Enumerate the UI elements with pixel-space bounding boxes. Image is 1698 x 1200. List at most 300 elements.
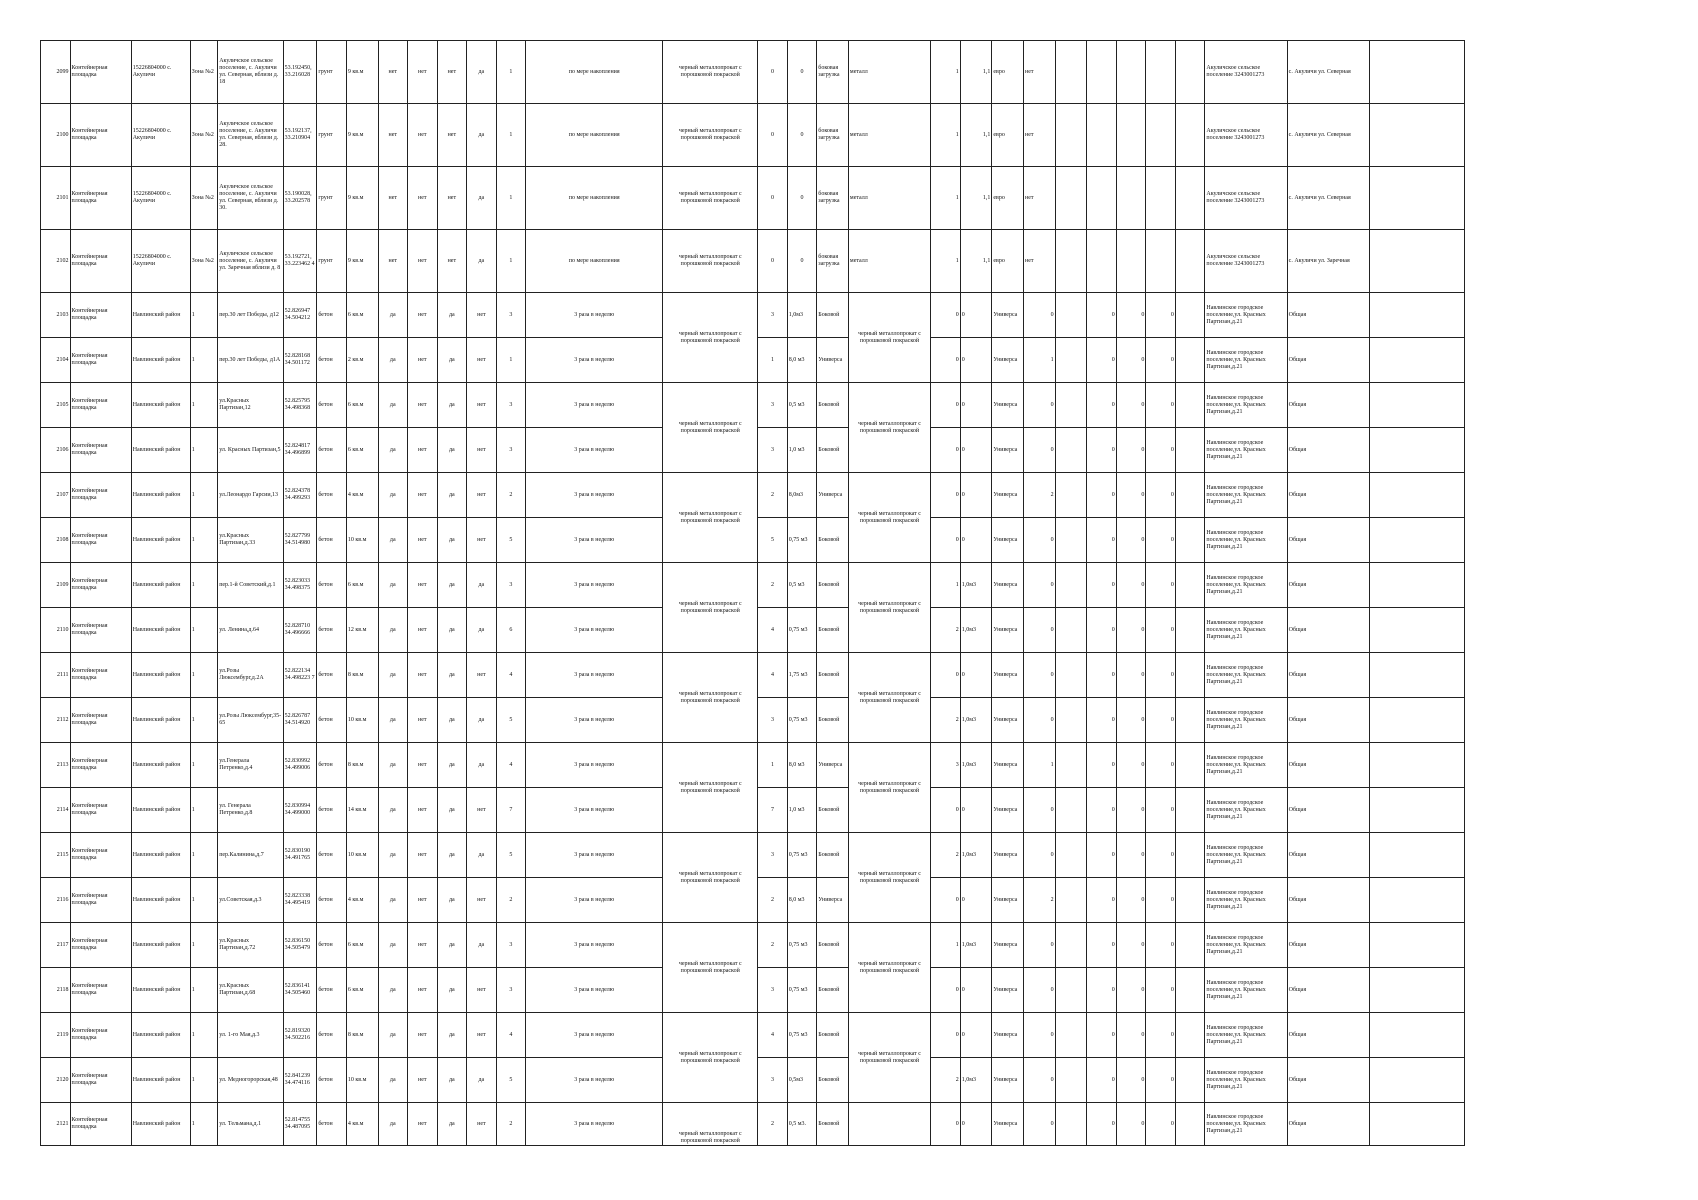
schedule: по мере накопления	[526, 167, 663, 230]
address: ул.Красных Партизан,12	[218, 383, 283, 428]
ownership-kind: Общая	[1287, 788, 1369, 833]
k4: 0	[1146, 833, 1176, 878]
count-2: 0	[931, 1103, 961, 1146]
area: 12 кв.м	[346, 608, 378, 653]
source-location: с. Акуличи ул. Северная	[1287, 104, 1369, 167]
table-row	[41, 743, 1465, 788]
count-2: 3	[931, 743, 961, 788]
volume-2: 0	[960, 1103, 992, 1146]
k2: 0	[1087, 1058, 1117, 1103]
flag-a: да	[378, 698, 408, 743]
container-count: 3	[496, 968, 526, 1013]
address: ул. Красных Партизан,5	[218, 428, 283, 473]
empty-cell	[1175, 923, 1205, 968]
schedule: 3 раза в неделю	[526, 563, 663, 608]
flag-a: да	[378, 743, 408, 788]
flag-b: нет	[408, 473, 438, 518]
okato-code: 15226804000 с. Акуличи	[131, 104, 190, 167]
table-row	[41, 293, 1465, 338]
flag-c: да	[437, 923, 467, 968]
material: черный металлопрокат с порошковой покраской	[663, 563, 758, 653]
container-count: 4	[496, 1013, 526, 1058]
owner: Навлинское городское поселение,ул. Красных Партизан,д.21	[1205, 383, 1287, 428]
schedule: 3 раза в неделю	[526, 608, 663, 653]
owner: Навлинское городское поселение,ул. Красных Партизан,д.21	[1205, 923, 1287, 968]
container-count: 3	[496, 563, 526, 608]
empty-cell	[1175, 608, 1205, 653]
site-name: Контейнерная площадка	[70, 788, 131, 833]
load-type: Боковой	[817, 1103, 849, 1146]
ownership-kind: Общая	[1287, 833, 1369, 878]
schedule: 3 раза в неделю	[526, 518, 663, 563]
k4: 0	[1146, 1103, 1176, 1146]
load-type: Боковой	[817, 563, 849, 608]
row-number: 2116	[41, 878, 71, 923]
row-number: 2110	[41, 608, 71, 653]
coordinates: 52.826787 34.514920	[283, 698, 317, 743]
address: ул.Красных Партизан,д.68	[218, 968, 283, 1013]
site-name: Контейнерная площадка	[70, 608, 131, 653]
empty-cell	[1175, 1103, 1205, 1146]
flag-a: да	[378, 293, 408, 338]
flag-c: да	[437, 833, 467, 878]
empty-cell	[1175, 1013, 1205, 1058]
coordinates: 52.825795 34.498368	[283, 383, 317, 428]
area: 4 кв.м	[346, 473, 378, 518]
flag-c: да	[437, 293, 467, 338]
k2: 0	[1087, 653, 1117, 698]
k1: 0	[1023, 923, 1055, 968]
schedule: 3 раза в неделю	[526, 743, 663, 788]
address: пер.30 лет Победы, д1А	[218, 338, 283, 383]
empty-cell	[1055, 833, 1087, 878]
material: черный металлопрокат с порошковой покраской	[663, 167, 758, 230]
value-1: 3	[758, 968, 788, 1013]
volume-2: 1,0м3	[960, 698, 992, 743]
address: ул. 1-го Мая,д.3	[218, 1013, 283, 1058]
flag-e: нет	[1023, 41, 1055, 104]
flag-a: нет	[378, 167, 408, 230]
surface: бетон	[317, 698, 347, 743]
site-name: Контейнерная площадка	[70, 473, 131, 518]
source-location: с. Акуличи ул. Северная	[1287, 167, 1369, 230]
k2: 0	[1087, 428, 1117, 473]
count-2: 0	[931, 653, 961, 698]
site-name: Контейнерная площадка	[70, 698, 131, 743]
schedule: 3 раза в неделю	[526, 698, 663, 743]
schedule: 3 раза в неделю	[526, 293, 663, 338]
ownership-kind: Общая	[1287, 968, 1369, 1013]
container-material: черный металлопрокат с порошковой покраской	[848, 1013, 930, 1103]
k1: 2	[1023, 473, 1055, 518]
owner: Навлинское городское поселение,ул. Красных Партизан,д.21	[1205, 698, 1287, 743]
district: Навлинский район	[131, 293, 190, 338]
container-kind: Универса	[992, 383, 1024, 428]
count-2: 2	[931, 1058, 961, 1103]
okato-code: 15226804000 с. Акуличи	[131, 167, 190, 230]
site-name: Контейнерная площадка	[70, 1058, 131, 1103]
coordinates: 52.823033 34.498375	[283, 563, 317, 608]
zone: Зона №2	[190, 104, 217, 167]
volume: 0,75 м3	[787, 698, 817, 743]
empty-cell	[1369, 338, 1464, 383]
value-1: 3	[758, 833, 788, 878]
zone: 1	[190, 788, 217, 833]
k4: 0	[1146, 428, 1176, 473]
row-number: 2102	[41, 230, 71, 293]
volume: 1,1	[960, 167, 992, 230]
k1: 0	[1023, 968, 1055, 1013]
empty-cell	[1369, 104, 1464, 167]
coordinates: 52.814755 34.487095	[283, 1103, 317, 1146]
k3: 0	[1116, 428, 1146, 473]
owner: Акуличское сельское поселение 3243001273	[1205, 167, 1287, 230]
flag-c: да	[437, 518, 467, 563]
empty-cell	[1087, 104, 1117, 167]
k3: 0	[1116, 1013, 1146, 1058]
address: ул. Ленина,д.64	[218, 608, 283, 653]
load-type: Боковой	[817, 608, 849, 653]
ownership-kind: Общая	[1287, 518, 1369, 563]
district: Навлинский район	[131, 698, 190, 743]
district: Навлинский район	[131, 743, 190, 788]
k2: 0	[1087, 743, 1117, 788]
zone: 1	[190, 833, 217, 878]
container-count: 7	[496, 788, 526, 833]
surface: бетон	[317, 788, 347, 833]
k1: 2	[1023, 878, 1055, 923]
site-name: Контейнерная площадка	[70, 833, 131, 878]
flag-a: нет	[378, 41, 408, 104]
district: Навлинский район	[131, 653, 190, 698]
flag-c: да	[437, 878, 467, 923]
flag-b: нет	[408, 293, 438, 338]
empty-cell	[1055, 608, 1087, 653]
surface: бетон	[317, 743, 347, 788]
k2: 0	[1087, 293, 1117, 338]
k2: 0	[1087, 383, 1117, 428]
container-material: металл	[848, 230, 930, 293]
empty-cell	[1175, 383, 1205, 428]
zone: 1	[190, 1103, 217, 1146]
table-row	[41, 104, 1465, 167]
site-name: Контейнерная площадка	[70, 383, 131, 428]
zone: 1	[190, 878, 217, 923]
row-number: 2101	[41, 167, 71, 230]
flag-c: да	[437, 653, 467, 698]
container-kind: Универса	[992, 923, 1024, 968]
volume: 0,75 м3	[787, 968, 817, 1013]
site-name: Контейнерная площадка	[70, 338, 131, 383]
area: 10 кв.м	[346, 518, 378, 563]
owner: Навлинское городское поселение,ул. Красных Партизан,д.21	[1205, 608, 1287, 653]
count-2: 1	[931, 230, 961, 293]
empty-cell	[1175, 698, 1205, 743]
ownership-kind: Общая	[1287, 653, 1369, 698]
schedule: по мере накопления	[526, 41, 663, 104]
schedule: 3 раза в неделю	[526, 788, 663, 833]
site-name: Контейнерная площадка	[70, 563, 131, 608]
volume-2: 1,0м3	[960, 923, 992, 968]
flag-d: да	[467, 923, 497, 968]
volume: 1,75 м3	[787, 653, 817, 698]
flag-c: да	[437, 788, 467, 833]
owner: Навлинское городское поселение,ул. Красных Партизан,д.21	[1205, 833, 1287, 878]
surface: бетон	[317, 653, 347, 698]
k4: 0	[1146, 383, 1176, 428]
k4: 0	[1146, 473, 1176, 518]
k3: 0	[1116, 293, 1146, 338]
site-name: Контейнерная площадка	[70, 167, 131, 230]
flag-c: нет	[437, 230, 467, 293]
schedule: 3 раза в неделю	[526, 1013, 663, 1058]
container-count: 1	[496, 230, 526, 293]
schedule: 3 раза в неделю	[526, 428, 663, 473]
owner: Навлинское городское поселение,ул. Красных Партизан,д.21	[1205, 518, 1287, 563]
row-number: 2099	[41, 41, 71, 104]
k3: 0	[1116, 383, 1146, 428]
empty-cell	[1055, 1013, 1087, 1058]
area: 10 кв.м	[346, 833, 378, 878]
volume-2: 1,0м3	[960, 1058, 992, 1103]
zone: 1	[190, 518, 217, 563]
empty-cell	[1369, 1013, 1464, 1058]
count-2: 0	[931, 428, 961, 473]
count-2: 0	[931, 1013, 961, 1058]
ownership-kind: Общая	[1287, 923, 1369, 968]
address: ул. Тельмана,д.1	[218, 1103, 283, 1146]
flag-b: нет	[408, 608, 438, 653]
district: Навлинский район	[131, 1013, 190, 1058]
flag-d: да	[467, 833, 497, 878]
coordinates: 52.819320 34.502216	[283, 1013, 317, 1058]
schedule: 3 раза в неделю	[526, 923, 663, 968]
empty-cell	[1175, 743, 1205, 788]
empty-cell	[1146, 167, 1176, 230]
area: 9 кв.м	[346, 230, 378, 293]
area: 8 кв.м	[346, 653, 378, 698]
container-material: металл	[848, 104, 930, 167]
coordinates: 52.824378 34.499293	[283, 473, 317, 518]
flag-e: нет	[1023, 167, 1055, 230]
container-kind: Универса	[992, 293, 1024, 338]
value-1: 3	[758, 1058, 788, 1103]
empty-cell	[1369, 563, 1464, 608]
surface: бетон	[317, 563, 347, 608]
volume: 1,0 м3	[787, 428, 817, 473]
table-row	[41, 41, 1465, 104]
surface: бетон	[317, 518, 347, 563]
address: ул. Медногорорская,48	[218, 1058, 283, 1103]
material: черный металлопрокат с порошковой покраской	[663, 743, 758, 833]
row-number: 2105	[41, 383, 71, 428]
area: 8 кв.м	[346, 1013, 378, 1058]
container-count: 1	[496, 41, 526, 104]
surface: грунт	[317, 230, 347, 293]
value-1: 3	[758, 698, 788, 743]
schedule: 3 раза в неделю	[526, 473, 663, 518]
flag-a: да	[378, 338, 408, 383]
load-type: Боковой	[817, 428, 849, 473]
volume-2: 0	[960, 293, 992, 338]
schedule: 3 раза в неделю	[526, 653, 663, 698]
volume: 1,0м3	[787, 293, 817, 338]
flag-d: нет	[467, 473, 497, 518]
ownership-kind: Общая	[1287, 1058, 1369, 1103]
value-2: 0	[787, 230, 817, 293]
flag-d: нет	[467, 293, 497, 338]
k1: 0	[1023, 383, 1055, 428]
container-material	[848, 1103, 930, 1146]
k4: 0	[1146, 923, 1176, 968]
container-count: 4	[496, 743, 526, 788]
k4: 0	[1146, 563, 1176, 608]
flag-a: да	[378, 653, 408, 698]
area: 6 кв.м	[346, 293, 378, 338]
container-count: 1	[496, 167, 526, 230]
empty-cell	[1055, 1058, 1087, 1103]
count-2: 2	[931, 833, 961, 878]
district: Навлинский район	[131, 1058, 190, 1103]
volume-2: 0	[960, 1013, 992, 1058]
area: 6 кв.м	[346, 428, 378, 473]
k1: 0	[1023, 428, 1055, 473]
count-2: 0	[931, 293, 961, 338]
flag-a: да	[378, 878, 408, 923]
zone: Зона №2	[190, 41, 217, 104]
material: черный металлопрокат с порошковой покраской	[663, 653, 758, 743]
flag-d: нет	[467, 1013, 497, 1058]
empty-cell	[1116, 41, 1146, 104]
empty-cell	[1369, 518, 1464, 563]
container-material: металл	[848, 167, 930, 230]
row-number: 2107	[41, 473, 71, 518]
load-type: боковая загрузка	[817, 167, 849, 230]
table-row	[41, 563, 1465, 608]
flag-a: да	[378, 428, 408, 473]
value-1: 3	[758, 428, 788, 473]
empty-cell	[1116, 104, 1146, 167]
address: Акуличское сельское поселение, с. Акуличи ул. Северная, вблизи д. 18	[218, 41, 283, 104]
volume-2: 0	[960, 968, 992, 1013]
flag-a: да	[378, 788, 408, 833]
value-1: 3	[758, 293, 788, 338]
site-name: Контейнерная площадка	[70, 293, 131, 338]
k1: 0	[1023, 1013, 1055, 1058]
container-count: 3	[496, 383, 526, 428]
k1: 0	[1023, 518, 1055, 563]
surface: бетон	[317, 608, 347, 653]
empty-cell	[1175, 338, 1205, 383]
container-kind: Универса	[992, 428, 1024, 473]
flag-b: нет	[408, 1103, 438, 1146]
volume: 1,0 м3	[787, 788, 817, 833]
address: ул.Генерала Петренко,д.4	[218, 743, 283, 788]
empty-cell	[1175, 473, 1205, 518]
value-1: 5	[758, 518, 788, 563]
ownership-kind: Общая	[1287, 473, 1369, 518]
k1: 0	[1023, 1058, 1055, 1103]
surface: бетон	[317, 878, 347, 923]
ownership-kind: Общая	[1287, 293, 1369, 338]
volume: 0,5м3	[787, 1058, 817, 1103]
empty-cell	[1175, 293, 1205, 338]
k1: 0	[1023, 1103, 1055, 1146]
flag-b: нет	[408, 833, 438, 878]
k2: 0	[1087, 338, 1117, 383]
load-type: Боковой	[817, 833, 849, 878]
volume: 0,75 м3	[787, 833, 817, 878]
container-count: 5	[496, 698, 526, 743]
empty-cell	[1175, 833, 1205, 878]
flag-d: да	[467, 563, 497, 608]
address: ул.Розы Люксембург,д.2А	[218, 653, 283, 698]
owner: Акуличское сельское поселение 3243001273	[1205, 41, 1287, 104]
empty-cell	[1175, 428, 1205, 473]
empty-cell	[1146, 104, 1176, 167]
empty-cell	[1055, 788, 1087, 833]
container-material: черный металлопрокат с порошковой покраской	[848, 383, 930, 473]
coordinates: 53.192137, 33.210904	[283, 104, 317, 167]
zone: 1	[190, 968, 217, 1013]
volume: 0,75 м3	[787, 608, 817, 653]
flag-b: нет	[408, 788, 438, 833]
empty-cell	[1116, 167, 1146, 230]
district: Навлинский район	[131, 383, 190, 428]
k4: 0	[1146, 653, 1176, 698]
flag-d: нет	[467, 788, 497, 833]
area: 9 кв.м	[346, 167, 378, 230]
container-material: черный металлопрокат с порошковой покраской	[848, 833, 930, 923]
owner: Акуличское сельское поселение 3243001273	[1205, 230, 1287, 293]
coordinates: 52.830994 34.499000	[283, 788, 317, 833]
empty-cell	[1175, 563, 1205, 608]
district: Навлинский район	[131, 878, 190, 923]
flag-a: нет	[378, 104, 408, 167]
owner: Навлинское городское поселение,ул. Красных Партизан,д.21	[1205, 788, 1287, 833]
value-1: 0	[758, 167, 788, 230]
flag-c: да	[437, 608, 467, 653]
owner: Навлинское городское поселение,ул. Красных Партизан,д.21	[1205, 1058, 1287, 1103]
area: 6 кв.м	[346, 923, 378, 968]
k2: 0	[1087, 968, 1117, 1013]
k1: 0	[1023, 563, 1055, 608]
container-count: 5	[496, 1058, 526, 1103]
ownership-kind: Общая	[1287, 383, 1369, 428]
flag-c: да	[437, 563, 467, 608]
coordinates: 52.841239 34.474116	[283, 1058, 317, 1103]
district: Навлинский район	[131, 338, 190, 383]
empty-cell	[1369, 428, 1464, 473]
surface: бетон	[317, 428, 347, 473]
material: черный металлопрокат с порошковой покраской	[663, 833, 758, 923]
district: Навлинский район	[131, 518, 190, 563]
ownership-kind: Общая	[1287, 608, 1369, 653]
k3: 0	[1116, 833, 1146, 878]
owner: Навлинское городское поселение,ул. Красных Партизан,д.21	[1205, 878, 1287, 923]
table-row	[41, 923, 1465, 968]
container-count: 3	[496, 923, 526, 968]
volume: 0,5 м3	[787, 383, 817, 428]
address: ул.Розы Люксембург,35-65	[218, 698, 283, 743]
count-2: 0	[931, 473, 961, 518]
material: черный металлопрокат с порошковой покраской	[663, 1103, 758, 1146]
district: Навлинский район	[131, 968, 190, 1013]
flag-d: нет	[467, 518, 497, 563]
k2: 0	[1087, 473, 1117, 518]
surface: грунт	[317, 41, 347, 104]
value-2: 0	[787, 167, 817, 230]
